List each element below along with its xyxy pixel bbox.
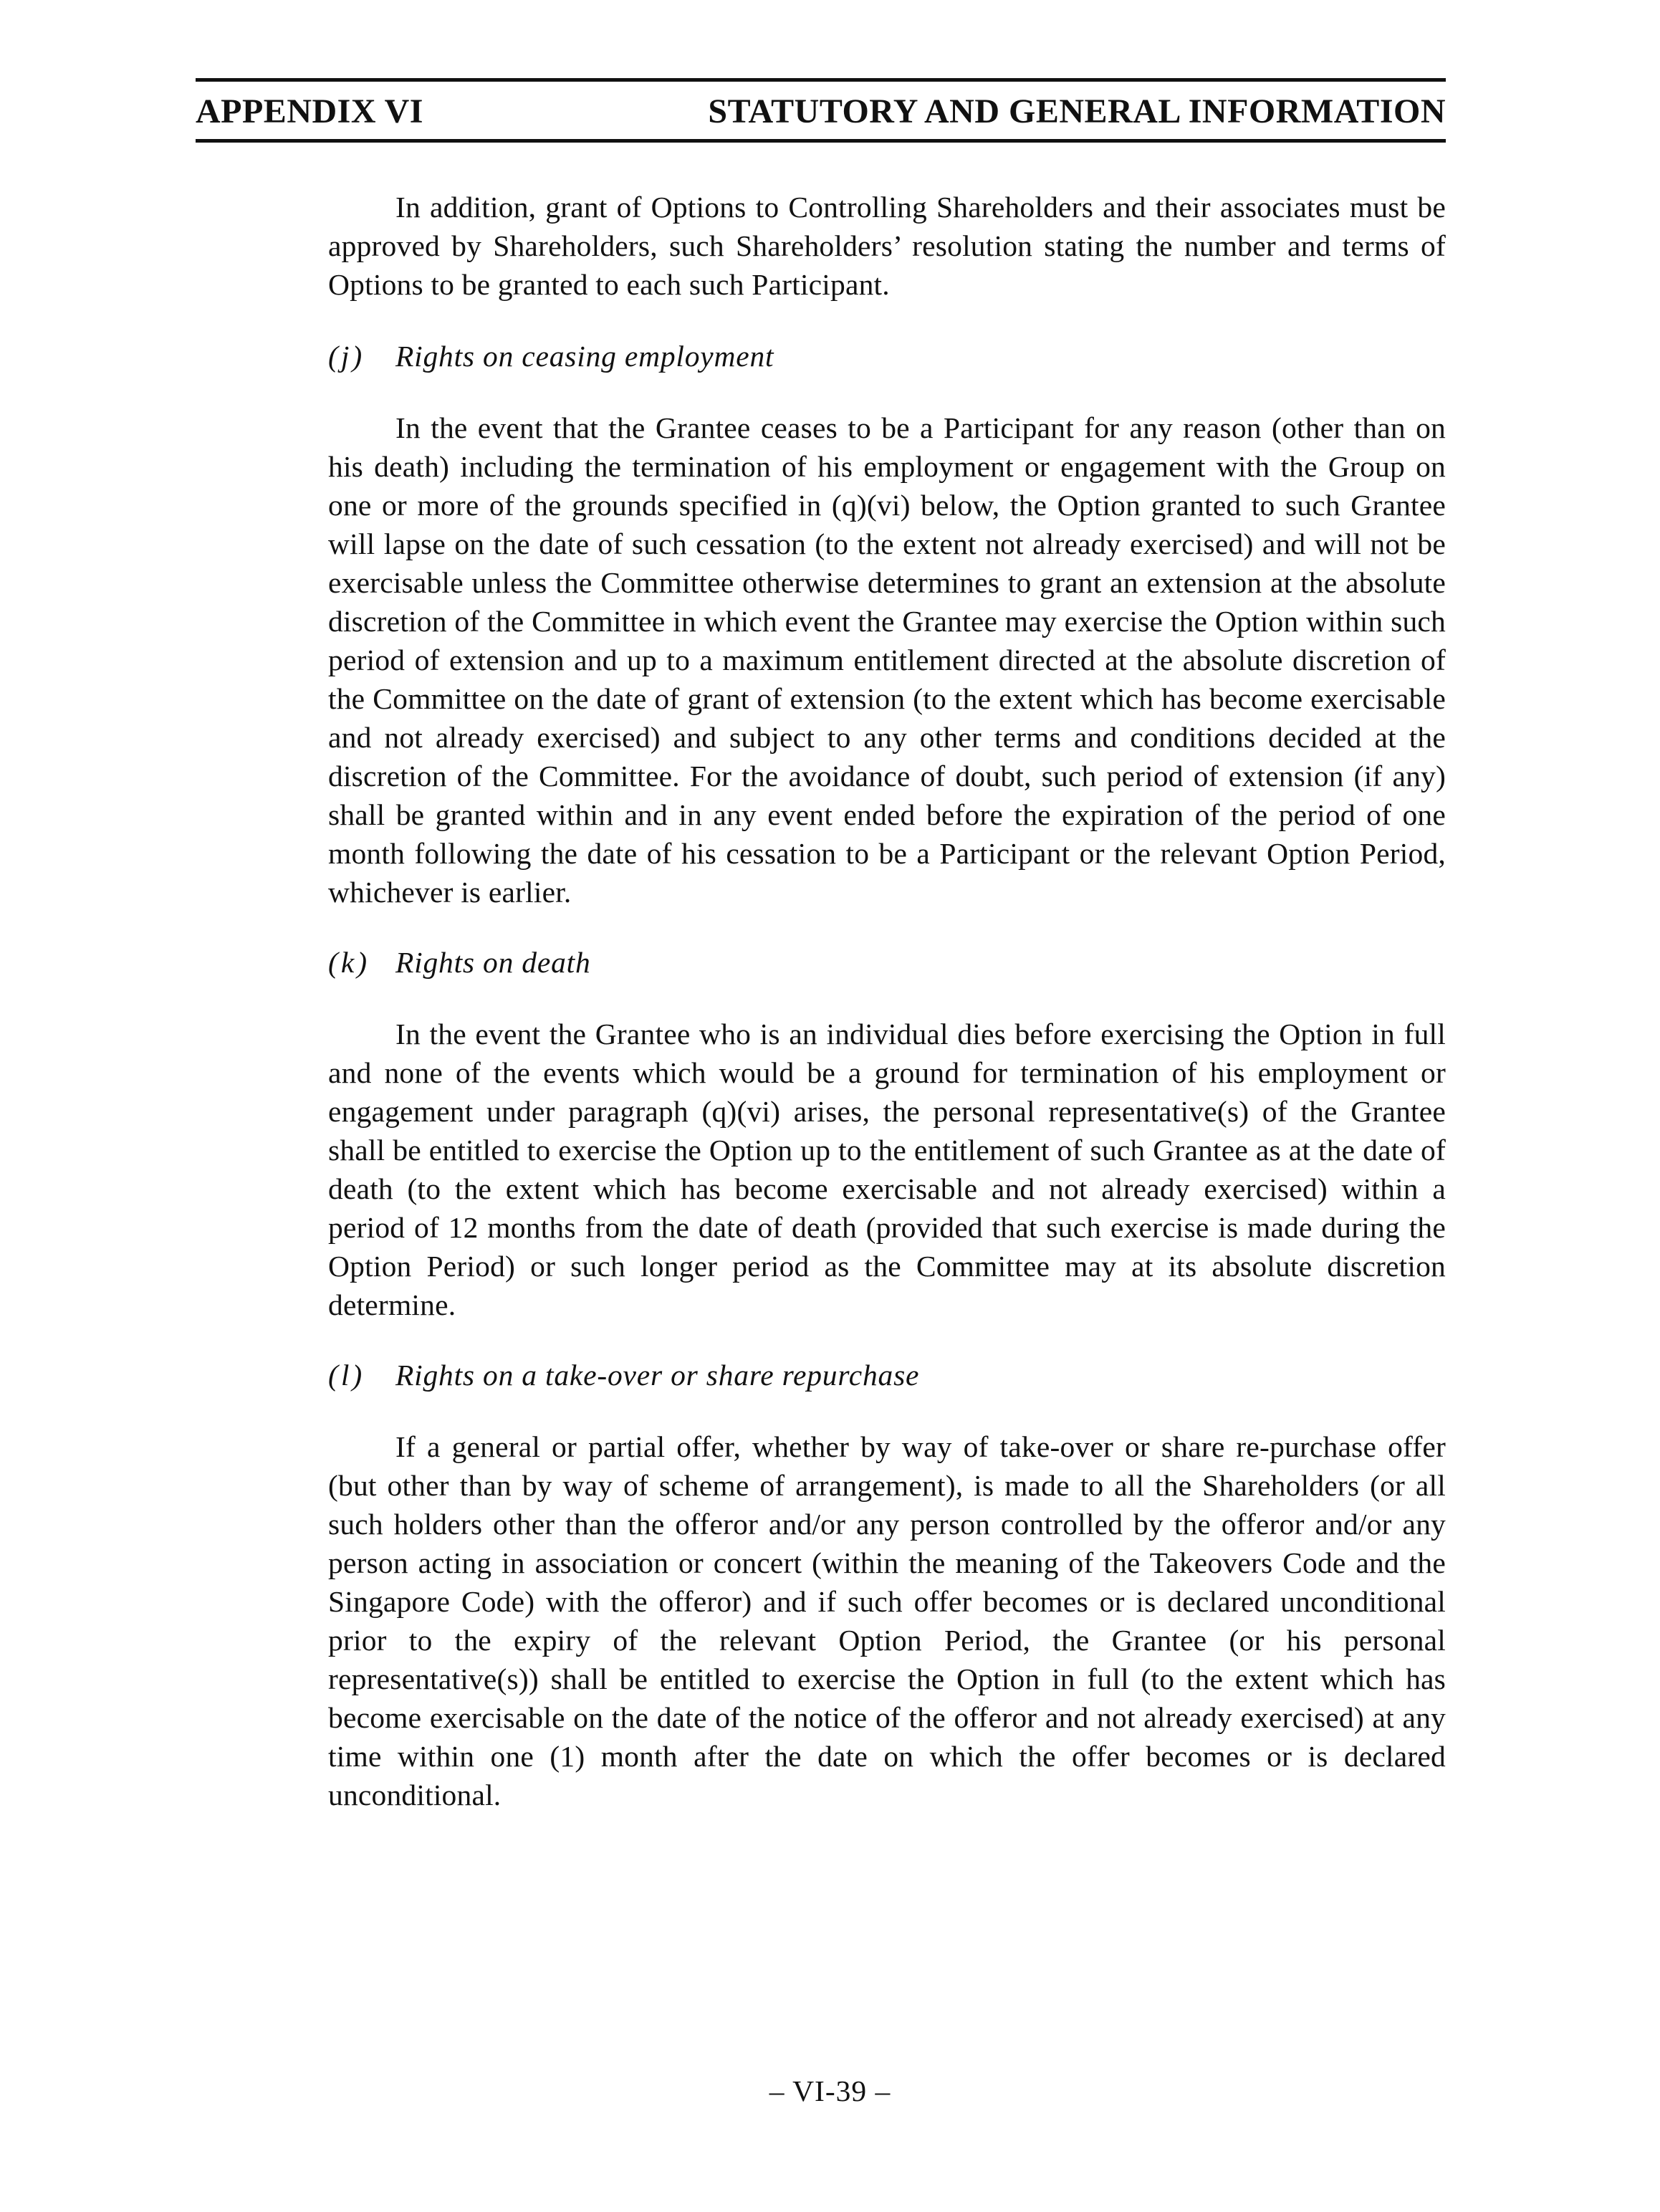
subsection-marker: (l) [328, 1359, 365, 1392]
page-header [196, 78, 1446, 143]
subsection-title: Rights on a take-over or share repurchase [395, 1359, 920, 1392]
subsection-heading-l [328, 1356, 1446, 1394]
subsection-paragraph-l: If a general or partial offer, whether by way of take-over or share re-purchase offer (but other than by way of scheme of arrangement), is made to all the Shareholders (or all such holders other than the offeror and/or any person controlled by the offeror and/or any person acting in association or concert (within the meaning of the Takeovers Code and the Singapore Code) with the offeror) and if such offer becomes or is declared unconditional prior to the expiry of the relevant Option Period, the Grantee (or his personal representative(s)) shall be entitled to exercise the Option in full (to the extent which has become exercisable on the date of the notice of the offeror and not already exercised) at any time within one (1) month after the date on which the offer becomes or is declared unconditional. [328, 1430, 1446, 1811]
subsection-paragraph-k: In the event the Grantee who is an individual dies before exercising the Option in full and none of the events which would be a ground for termination of his employment or engagement under paragraph (q)(vi) arises, the personal representative(s) of the Grantee shall be entitled to exercise the Option up to the entitlement of such Grantee as at the date of death (to the extent which has become exercisable and not already exercised) within a period of 12 months from the date of death (provided that such exercise is made during the Option Period) or such longer period as the Committee may at its absolute discretion determine. [328, 1018, 1446, 1321]
appendix-label: APPENDIX VI [196, 92, 423, 130]
page-number: – VI-39 – [769, 2074, 891, 2107]
section-title: STATUTORY AND GENERAL INFORMATION [708, 92, 1446, 130]
subsection-marker: (k) [328, 946, 370, 979]
subsection-paragraph-j: In the event that the Grantee ceases to be a Participant for any reason (other than on his death) including the termination of his employment or engagement with the Group on one or more of the grounds specified in (q)(vi) below, the Option granted to such Grantee will lapse on the date of such cessation (to the extent not already exercised) and will not be exercisable unless the Committee otherwise determines to grant an extension at the absolute discretion of the Committee in which event the Grantee may exercise the Option within such period of extension and up to a maximum entitlement directed at the absolute discretion of the Committee on the date of grant of extension (to the extent which has become exercisable and not already exercised) and subject to any other terms and conditions decided at the discretion of the Committee. For the avoidance of doubt, such period of extension (if any) shall be granted within and in any event ended before the expiration of the period of one month following the date of his cessation to be a Participant or the relevant Option Period, whichever is earlier. [328, 411, 1446, 909]
subsection-marker: (j) [328, 340, 365, 373]
subsection-title: Rights on ceasing employment [395, 340, 774, 373]
intro-paragraph: In addition, grant of Options to Controlling Shareholders and their associates must be approved by Shareholders, such Shareholders’ resolution stating the number and terms of Options to be granted to each such Participant. [328, 191, 1446, 301]
subsection-heading-j [328, 337, 1446, 375]
subsection-heading-k [328, 943, 1446, 982]
document-body [328, 188, 1446, 1814]
subsection-title: Rights on death [395, 946, 591, 979]
